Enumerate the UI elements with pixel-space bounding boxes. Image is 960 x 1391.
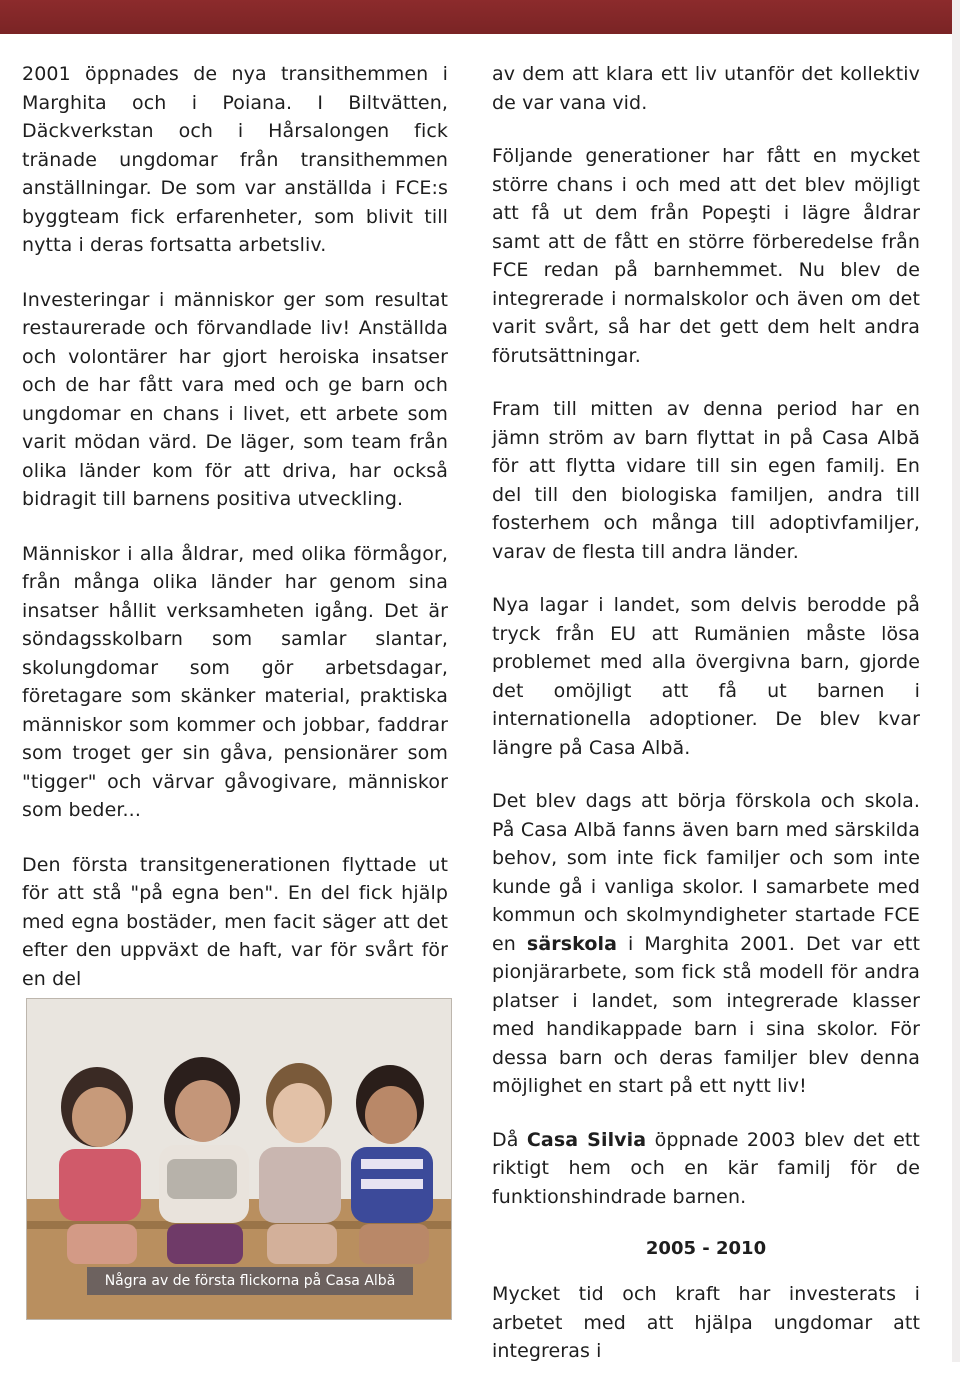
paragraph: av dem att klara ett liv utanför det kollektiv de var vana vid. <box>492 63 920 114</box>
header-band <box>0 0 960 34</box>
page-edge <box>952 0 960 1362</box>
paragraph: Människor i alla åldrar, med olika förmågor, från många olika länder har genom sina insatser hållit verksamheten igång. Det är söndagsskolbarn som samlar slantar, skolungdomar som gör arbetsdagar, företagare som skänker material, praktiska människor som kommer och jobbar, faddrar som troget ger sin gåva, pensionärer som "tigger" och värvar gåvogivare, människor som beder... <box>22 542 448 821</box>
paragraph <box>492 787 920 1101</box>
photo-caption: Några av de första flickorna på Casa Albă <box>87 1267 413 1295</box>
right-column <box>492 60 920 1391</box>
left-column <box>22 60 448 1019</box>
photo-girls <box>26 998 452 1320</box>
paragraph: Mycket tid och kraft har investerats i arbetet med att hjälpa ungdomar att integreras i <box>492 1283 920 1362</box>
paragraph: 2001 öppnades de nya transithemmen i Marghita och i Poiana. I Biltvätten, Däckverkstan och i Hårsalongen fick tränade ungdomar från transithemmen anställningar. De som var anställda i FCE:s byggteam fick erfarenheter, som blivit till nytta i deras fortsatta arbetsliv. <box>22 63 448 256</box>
paragraph: Följande generationer har fått en mycket större chans i och med att det blev möjligt att få ut dem från Popeşti i lägre åldrar samt att de fått en större förberedelse från FCE redan på barnhemmet. Nu blev de integrerade i normalskolor och även om det varit svårt, så har det gett dem helt andra förutsättningar. <box>492 145 920 367</box>
paragraph <box>492 1126 920 1212</box>
bold-term: Casa Silvia <box>526 1128 647 1151</box>
paragraph: Den första transitgenerationen flyttade ut för att stå "på egna ben". En del fick hjälp med egna bostäder, men facit säger att det efter den uppväxt de haft, var för svårt för en del <box>22 853 448 990</box>
text-run: Då <box>492 1128 527 1151</box>
text-run: i Marghita 2001. Det var ett pionjärarbete, som fick stå modell för andra platser i landet, som integrerade klasser med handikappade barn i sina skolor. För dessa barn och deras familjer blev denna möjlighet en start på ett nytt liv! <box>492 932 920 1097</box>
bold-term: särskola <box>526 932 618 955</box>
section-heading: 2005 - 2010 <box>645 1238 767 1259</box>
text-run: öppnade 2003 blev det ett riktigt hem och en kär familj för de funktionshindrade barnen. <box>492 1128 920 1208</box>
paragraph: Fram till mitten av denna period har en jämn ström av barn flyttat in på Casa Albă för att flytta vidare till sin egen familj. En del till den biologiska familjen, andra till fosterhem och många till adoptivfamiljer, varav de flesta till andra länder. <box>492 398 920 563</box>
paragraph: Investeringar i människor ger som resultat restaurerade och förvandlade liv! Anställda och volontärer har gjort heroiska insatser och de har fått vara med och ge barn och ungdomar en chans i livet, ett arbete som varit mödan värd. De läger, som team från olika länder kom för att driva, har också bidragit till barnens positiva utveckling. <box>22 288 448 510</box>
paragraph: Nya lagar i landet, som delvis berodde på tryck från EU att Rumänien måste lösa problemet med alla övergivna barn, gjorde det omöjligt att få ut barnen i internationella adoptioner. De blev kvar längre på Casa Albă. <box>492 594 920 759</box>
text-run: Det blev dags att börja förskola och skola. På Casa Albă fanns även barn med särskilda behov, som inte fick familjer och som inte kunde gå i vanliga skolor. I samarbete med kommun och skolmyndigheter startade FCE en <box>492 790 920 955</box>
